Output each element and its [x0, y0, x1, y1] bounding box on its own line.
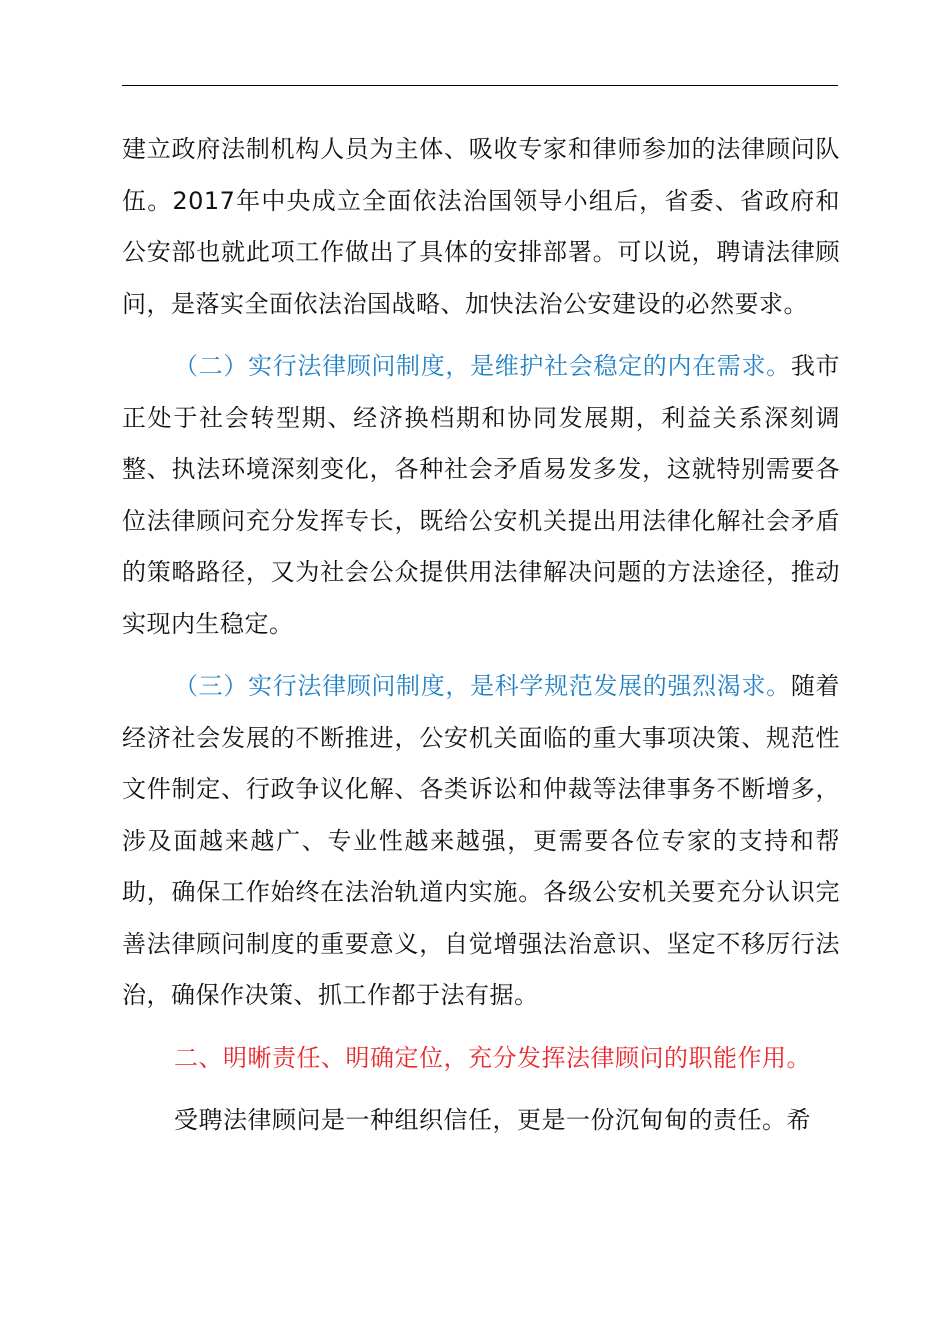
chapter-heading-text: 二、明晰责任、明确定位，充分发挥法律顾问的职能作用。 — [174, 1043, 811, 1072]
paragraph-intro — [122, 124, 840, 330]
paragraph-section-3 — [122, 661, 840, 1022]
chapter-heading-2 — [122, 1033, 840, 1085]
header-rule — [122, 85, 838, 86]
paragraph-section-2 — [122, 341, 840, 650]
paragraph-partial — [122, 1095, 840, 1147]
paragraph-text: 建立政府法制机构人员为主体、吸收专家和律师参加的法律顾问队伍。2017年中央成立全面依法治国领导小组后，省委、省政府和公安部也就此项工作做出了具体的安排部署。可以说，聘请法律顾问，是落实全面依法治国战略、加快法治公安建设的必然要求。 — [122, 135, 840, 318]
section-heading-2: （二）实行法律顾问制度，是维护社会稳定的内在需求。 — [174, 352, 791, 380]
paragraph-text: 随着经济社会发展的不断推进，公安机关面临的重大事项决策、规范性文件制定、行政争议化解、各类诉讼和仲裁等法律事务不断增多，涉及面越来越广、专业性越来越强，更需要各位专家的支持和帮助，确保工作始终在法治轨道内实施。各级公安机关要充分认识完善法律顾问制度的重要意义，自觉增强法治意识、坚定不移厉行法治，确保作决策、抓工作都于法有据。 — [122, 672, 841, 1009]
paragraph-text: 我市正处于社会转型期、经济换档期和协同发展期，利益关系深刻调整、执法环境深刻变化，各种社会矛盾易发多发，这就特别需要各位法律顾问充分发挥专长，既给公安机关提出用法律化解社会矛盾的策略路径，又为社会公众提供用法律解决问题的方法途径，推动实现内生稳定。 — [122, 352, 841, 638]
paragraph-text: 受聘法律顾问是一种组织信任，更是一份沉甸甸的责任。希 — [174, 1106, 811, 1134]
section-heading-3: （三）实行法律顾问制度，是科学规范发展的强烈渴求。 — [174, 672, 791, 700]
document-body — [122, 124, 840, 1158]
